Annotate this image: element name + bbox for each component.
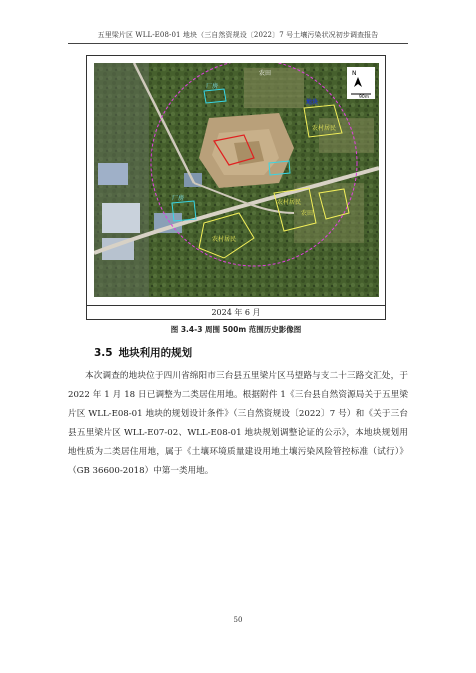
body-paragraph: 本次调查的地块位于四川省绵阳市三台县五里梁片区马望路与支二十三路交汇处，于 2022 年 1 月 18 日已调整为二类居住用地。根据附件 1《三台县自然资源局关于五里梁片区 WLL-E08-01 地块的规划设计条件》（三自然资规设〔2022〕7 号）和《关于三台县五里梁片区 WLL-E07-02、WLL-E08-01 地块规划调整论证的公示》，本地块规划用地性质为二类居住用地，属于《土壤环境质量建设用地土壤污染风险管控标准（试行）》（GB 36600-2018）中第一类用地。 [68, 371, 408, 476]
map-label-village-center: 农村居民 [277, 199, 302, 206]
section-title: 地块利用的规划 [118, 347, 193, 359]
caption-rule [86, 305, 386, 306]
image-date-caption: 2024 年 6 月 [211, 308, 261, 317]
map-label-farmland-right: 农田 [301, 210, 314, 217]
scale-label: 90m [359, 95, 370, 100]
map-label-site: 地块 [306, 99, 319, 106]
map-label-village-right: 农村居民 [312, 125, 337, 132]
section-heading [94, 345, 192, 360]
map-label-building-1: 厂房 [206, 83, 219, 90]
header-rule [68, 43, 408, 44]
north-arrow-icon [347, 67, 375, 100]
running-header: 五里梁片区 WLL-E08-01 地块（三自然资规设〔2022〕7 号土壤污染状况初步调查报告 [97, 31, 379, 39]
section-number: 3.5 [94, 347, 113, 359]
page-number: 50 [233, 616, 243, 624]
map-label-village-bottom: 农村居民 [212, 236, 237, 243]
satellite-image [94, 63, 379, 297]
map-label-building-2: 厂房 [172, 195, 185, 202]
figure-title: 图 3.4-3 周围 500m 范围历史影像图 [170, 325, 302, 334]
map-label-farmland-top: 农田 [259, 70, 272, 77]
north-label: N [352, 70, 357, 77]
body-text [68, 367, 408, 481]
